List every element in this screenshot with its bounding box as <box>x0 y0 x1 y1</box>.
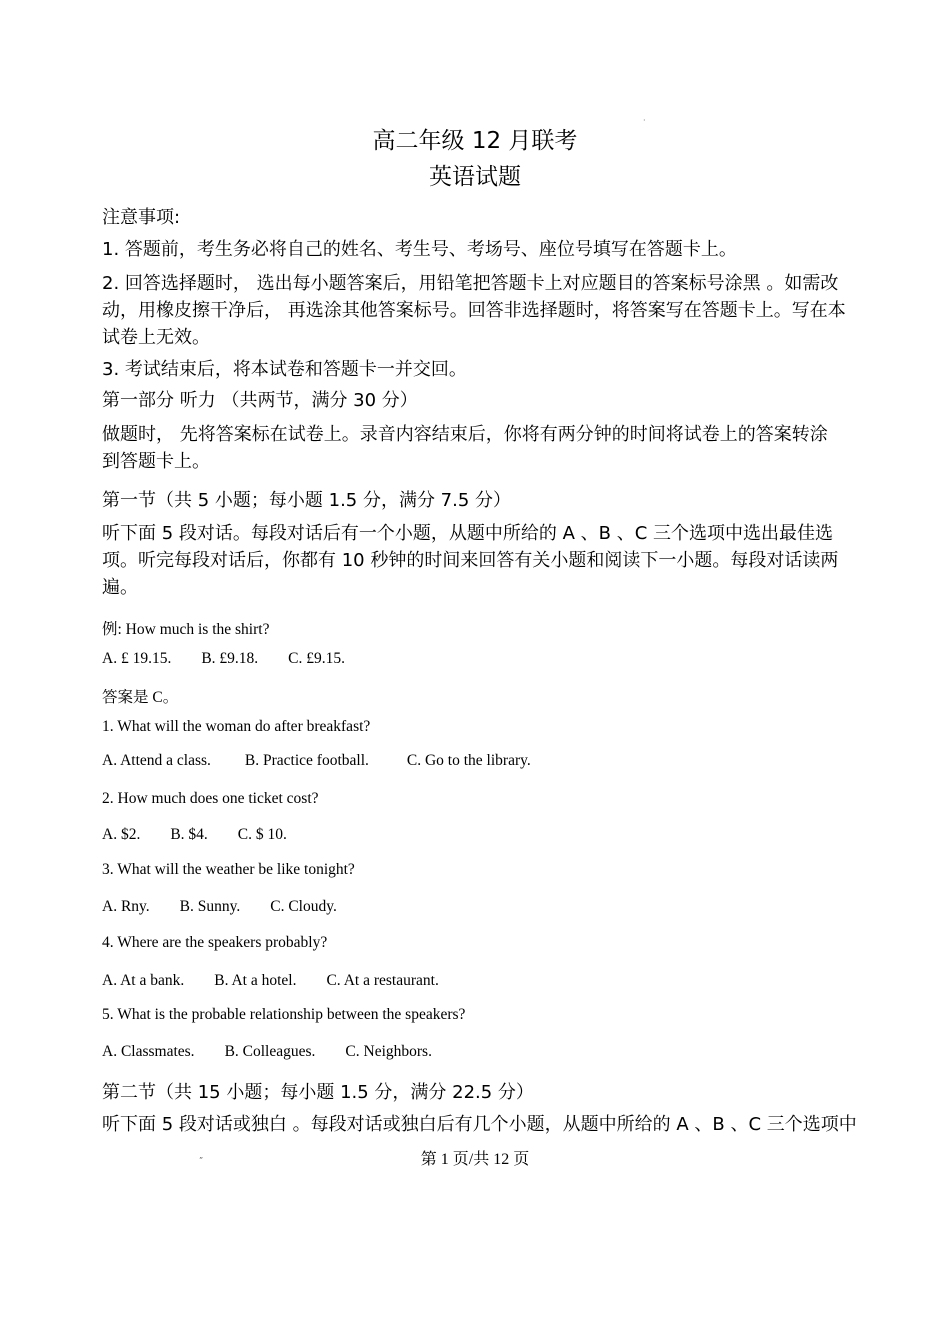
exam-title: 高二年级 12 月联考 <box>372 128 578 154</box>
example-option-b: B. £9.18. <box>201 650 259 667</box>
section2-heading: 第二节（共 15 小题；每小题 1.5 分，满分 22.5 分） <box>102 1082 534 1103</box>
notes-item-2: 2. 回答选择题时， 选出每小题答案后，用铅笔把答题卡上对应题目的答案标号涂黑 。如需改动，用橡皮擦干净后， 再选涂其他答案标号。回答非选择题时，将答案写在答题卡上。写在本试卷上无效。 <box>102 273 846 348</box>
section1-heading: 第一节（共 5 小题；每小题 1.5 分，满分 7.5 分） <box>102 490 512 511</box>
example-option-a: A. £ 19.15. <box>102 650 172 667</box>
part1-heading: 第一部分 听力 （共两节，满分 30 分） <box>102 390 418 411</box>
q2-option-b: B. $4. <box>170 826 208 843</box>
q4-option-c: C. At a restaurant. <box>326 972 439 989</box>
q4-option-b: B. At a hotel. <box>214 972 297 989</box>
page-number: 第 1 页/共 12 页 <box>420 1151 530 1168</box>
q5-option-b: B. Colleagues. <box>224 1043 316 1060</box>
q3-option-b: B. Sunny. <box>179 898 241 915</box>
example-option-c: C. £9.15. <box>288 650 346 667</box>
stray-mark: ” <box>199 1156 204 1165</box>
notes-item-3: 3. 考试结束后，将本试卷和答题卡一并交回。 <box>102 359 467 380</box>
q2-option-c: C. $ 10. <box>237 826 287 843</box>
question-5-options <box>102 1043 462 1061</box>
q3-option-a: A. Rny. <box>102 898 150 915</box>
q5-option-a: A. Classmates. <box>102 1043 195 1060</box>
q1-option-c: C. Go to the library. <box>406 752 531 769</box>
q1-option-a: A. Attend a class. <box>102 752 211 769</box>
question-5: 5. What is the probable relationship between the speakers? <box>102 1006 466 1023</box>
notes-heading: 注意事项: <box>102 207 181 228</box>
section2-instruction: 听下面 5 段对话或独白 。每段对话或独白后有几个小题，从题中所给的 A 、B 、C 三个选项中 <box>102 1114 857 1135</box>
exam-subject: 英语试题 <box>429 164 521 190</box>
stray-dot: · <box>643 116 646 125</box>
q5-option-c: C. Neighbors. <box>345 1043 432 1060</box>
question-3-options <box>102 898 367 916</box>
question-1: 1. What will the woman do after breakfast? <box>102 718 371 735</box>
q4-option-a: A. At a bank. <box>102 972 185 989</box>
section1-instruction: 听下面 5 段对话。每段对话后有一个小题，从题中所给的 A 、B 、C 三个选项中选出最佳选项。听完每段对话后，你都有 10 秒钟的时间来回答有关小题和阅读下一小题。每段对话读两遍。 <box>102 523 839 598</box>
notes-item-1: 1. 答题前，考生务必将自己的姓名、考生号、考场号、座位号填写在答题卡上。 <box>102 239 737 260</box>
question-4: 4. Where are the speakers probably? <box>102 934 328 951</box>
q1-option-b: B. Practice football. <box>244 752 369 769</box>
question-3: 3. What will the weather be like tonight? <box>102 861 355 878</box>
q3-option-c: C. Cloudy. <box>270 898 337 915</box>
question-4-options <box>102 972 469 990</box>
example-answer: 答案是 C。 <box>102 689 179 706</box>
example-options <box>102 650 375 668</box>
question-1-options <box>102 752 561 770</box>
example-question: 例: How much is the shirt? <box>102 621 270 638</box>
part1-instruction: 做题时， 先将答案标在试卷上。录音内容结束后，你将有两分钟的时间将试卷上的答案转涂到答题卡上。 <box>102 424 828 472</box>
question-2-options <box>102 826 317 844</box>
question-2: 2. How much does one ticket cost? <box>102 790 319 807</box>
q2-option-a: A. $2. <box>102 826 141 843</box>
